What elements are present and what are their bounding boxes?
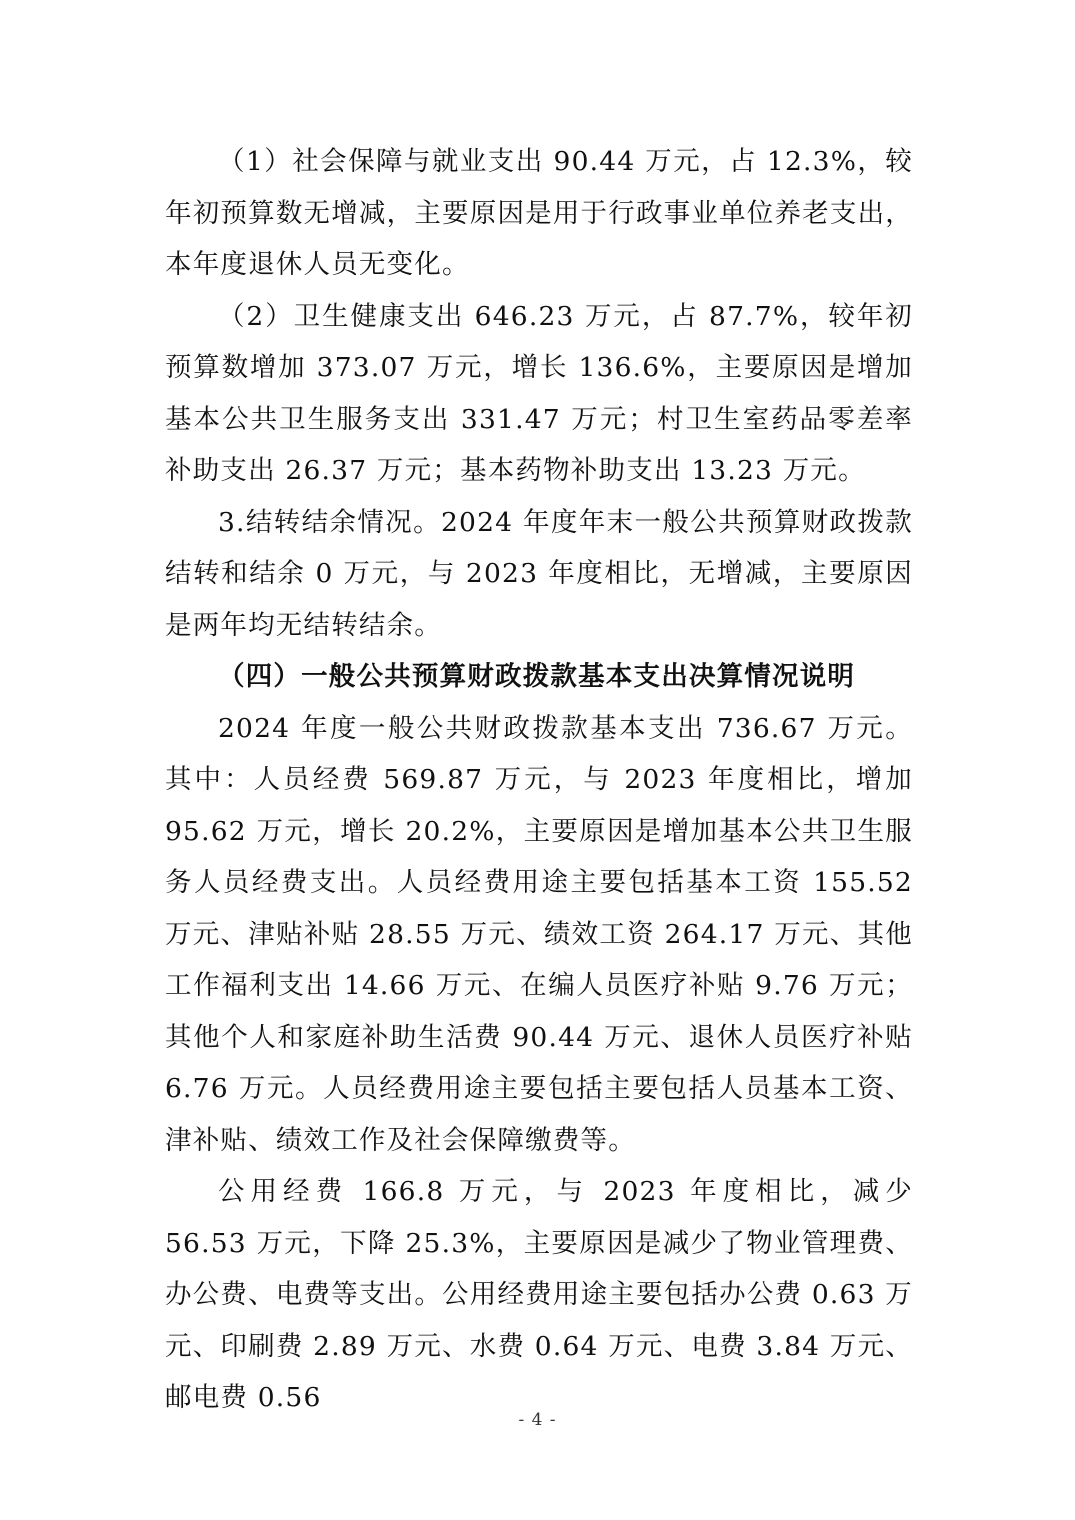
paragraph-health-expenditure: （2）卫生健康支出 646.23 万元，占 87.7%，较年初预算数增加 373.07 万元，增长 136.6%，主要原因是增加基本公共卫生服务支出 331.47 万元；村卫生室药品零差率补助支出 26.37 万元；基本药物补助支出 13.23 万元。 <box>165 300 913 486</box>
document-body <box>165 136 913 1424</box>
paragraph-carryover-balance: 3.结转结余情况。2024 年度年末一般公共预算财政拨款结转和结余 0 万元，与 2023 年度相比，无增减，主要原因是两年均无结转结余。 <box>165 506 913 641</box>
paragraph-personnel-expenses: 2024 年度一般公共财政拨款基本支出 736.67 万元。其中：人员经费 569.87 万元，与 2023 年度相比，增加 95.62 万元，增长 20.2%，主要原因是增加基本公共卫生服务人员经费支出。人员经费用途主要包括基本工资 155.52 万元、津贴补贴 28.55 万元、绩效工资 264.17 万元、其他工作福利支出 14.66 万元、在编人员医疗补贴 9.76 万元；其他个人和家庭补助生活费 90.44 万元、退休人员医疗补贴 6.76 万元。人员经费用途主要包括主要包括人员基本工资、津补贴、绩效工作及社会保障缴费等。 <box>165 712 913 1156</box>
section-heading-basic-expenditure: （四）一般公共预算财政拨款基本支出决算情况说明 <box>218 661 856 692</box>
page-number: - 4 - <box>518 1410 557 1430</box>
paragraph-public-expenses: 公用经费 166.8 万元，与 2023 年度相比，减少 56.53 万元，下降 25.3%，主要原因是减少了物业管理费、办公费、电费等支出。公用经费用途主要包括办公费 0.63 万元、印刷费 2.89 万元、水费 0.64 万元、电费 3.84 万元、邮电费 0.56 <box>165 1176 913 1413</box>
paragraph-social-security: （1）社会保障与就业支出 90.44 万元，占 12.3%，较年初预算数无增减，主要原因是用于行政事业单位养老支出，本年度退休人员无变化。 <box>165 146 913 280</box>
